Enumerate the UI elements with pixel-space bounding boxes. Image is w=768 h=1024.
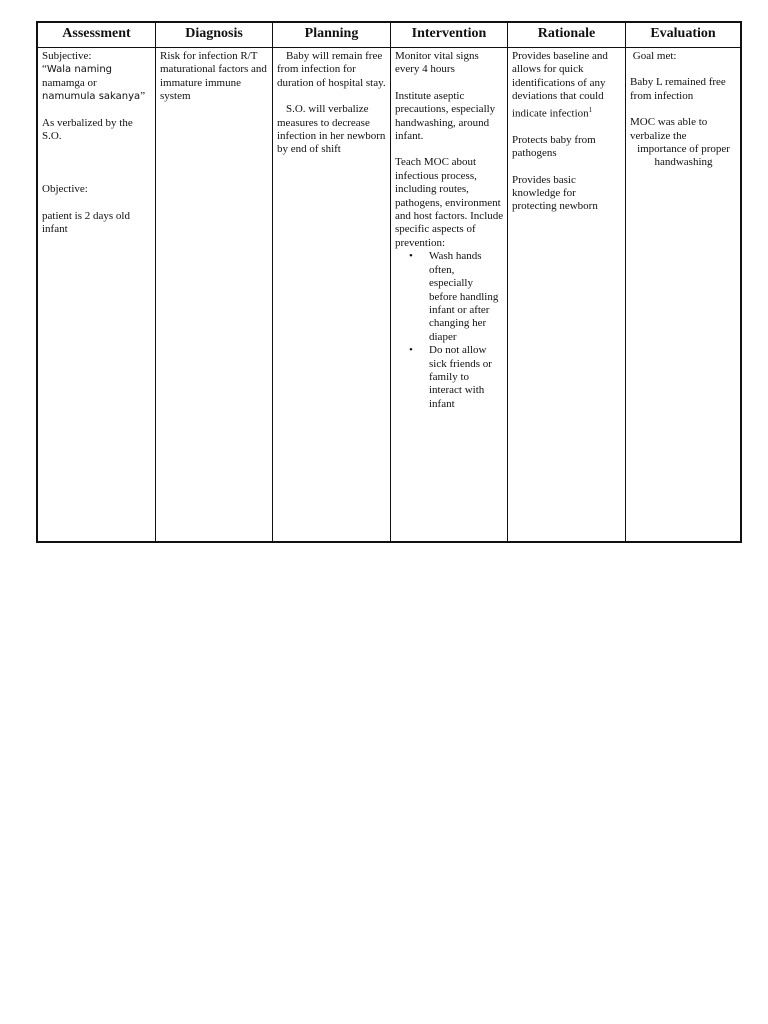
- nursing-care-plan-table: [36, 21, 742, 543]
- intervention-item-3: Teach MOC about infectious process, including routes, pathogens, environment and host factors. Include specific aspects of prevention:: [395, 156, 504, 249]
- header-rationale: Rationale: [508, 23, 626, 47]
- list-item: [409, 250, 504, 344]
- header-assessment: Assessment: [38, 23, 156, 47]
- diagnosis-text: Risk for infection R/T maturational factors and immature immune system: [160, 50, 267, 103]
- footnote-marker: 1: [588, 105, 593, 114]
- evaluation-outcome-2-lead: MOC was able to verbalize the: [630, 116, 708, 142]
- bullet-icon: •: [409, 344, 413, 357]
- quote-open: “: [42, 63, 47, 76]
- assessment-cell: [38, 48, 156, 541]
- planning-goal-1: Baby will remain free from infection for duration of hospital stay.: [277, 50, 386, 89]
- quote-text-3: namumula sakanya: [42, 91, 141, 103]
- evaluation-cell: [626, 48, 740, 541]
- verbalized-note: As verbalized by the S.O.: [42, 116, 133, 143]
- objective-text: patient is 2 days old infant: [42, 209, 130, 236]
- quote-close: ”: [140, 90, 146, 103]
- intervention-cell: [391, 48, 508, 541]
- header-diagnosis: Diagnosis: [156, 23, 273, 47]
- intervention-item-1: Monitor vital signs every 4 hours: [395, 50, 479, 76]
- goal-met-label: [630, 50, 737, 63]
- evaluation-outcome-2-rest: importance of proper handwashing: [637, 143, 730, 169]
- header-planning: Planning: [273, 23, 391, 47]
- rationale-item-3: Provides basic knowledge for protecting newborn: [512, 173, 598, 213]
- prevention-list: [395, 250, 504, 411]
- quote-text-1: Wala naming: [46, 64, 113, 76]
- planning-cell: [273, 48, 391, 541]
- intervention-item-2: Institute aseptic precautions, especially handwashing, around infant.: [395, 89, 496, 143]
- prevention-bullet-2: Do not allow sick friends or family to interact with infant: [429, 344, 492, 410]
- diagnosis-cell: [156, 48, 273, 541]
- bullet-icon: •: [409, 250, 413, 263]
- table-body-row: [38, 48, 740, 541]
- objective-label: Objective:: [42, 183, 88, 196]
- prevention-bullet-1: Wash hands often, especially before handling infant or after changing her diaper: [429, 250, 499, 343]
- header-evaluation: Evaluation: [650, 26, 716, 41]
- rationale-item-1: [512, 50, 622, 121]
- rationale-cell: [508, 48, 626, 541]
- rationale-item-1-text: Provides baseline and allows for quick identifications of any deviations that could indicate infection: [512, 50, 608, 120]
- header-intervention: Intervention: [391, 23, 508, 47]
- list-item: [409, 344, 504, 411]
- goal-met-text: Goal met:: [632, 50, 677, 62]
- subjective-quote: [42, 63, 152, 103]
- rationale-item-2: Protects baby from pathogens: [512, 133, 596, 160]
- table-header-row: [38, 23, 740, 48]
- subjective-label: Subjective:: [42, 50, 92, 62]
- quote-text-2: namamga or: [42, 76, 97, 89]
- planning-goal-2: S.O. will verbalize measures to decrease infection in her newborn by end of shift: [277, 103, 386, 156]
- evaluation-outcome-1: Baby L remained free from infection: [630, 76, 726, 102]
